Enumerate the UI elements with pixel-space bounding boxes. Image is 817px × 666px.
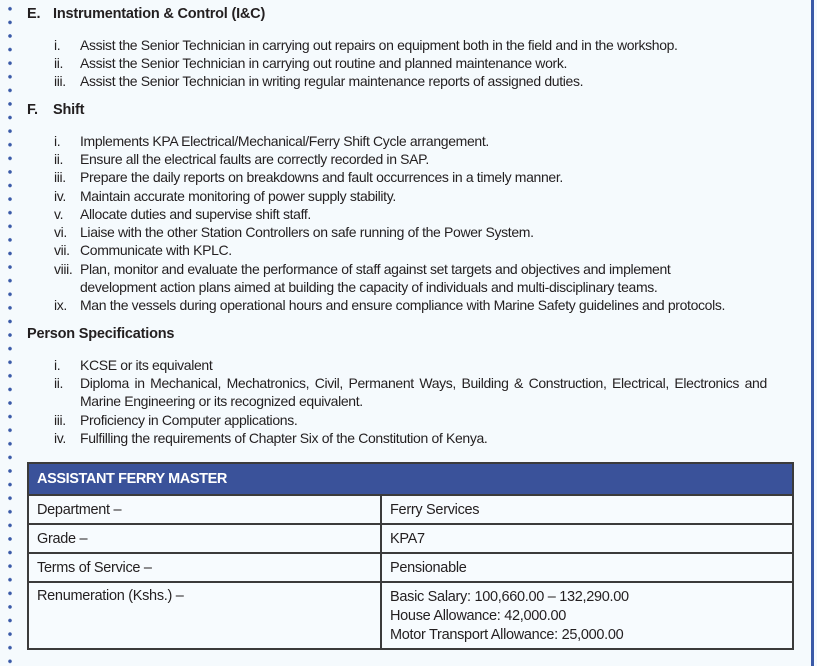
item-number: iv. — [54, 188, 66, 204]
item-number: ix. — [54, 297, 67, 313]
row-label: Renumeration (Kshs.) – — [28, 582, 381, 649]
item-number: ii. — [54, 375, 64, 391]
table-row — [28, 582, 793, 649]
section-e-heading — [27, 6, 265, 22]
item-text: Fulfilling the requirements of Chapter Six of the Constitution of Kenya. — [80, 430, 488, 446]
section-letter: F. — [27, 102, 38, 118]
item-text: Assist the Senior Technician in carrying out repairs on equipment both in the field and in the workshop. — [80, 37, 678, 53]
section-title: Shift — [53, 102, 85, 118]
row-value: Ferry Services — [381, 495, 793, 524]
row-label: Department – — [28, 495, 381, 524]
basic-salary: Basic Salary: 100,660.00 – 132,290.00 — [390, 589, 629, 605]
item-number: iii. — [54, 73, 66, 89]
house-allowance: House Allowance: 42,000.00 — [390, 608, 566, 624]
table-row — [28, 495, 793, 524]
item-text: Liaise with the other Station Controllers on safe running of the Power System. — [80, 224, 534, 240]
row-label: Grade – — [28, 524, 381, 553]
item-text: Proficiency in Computer applications. — [80, 412, 298, 428]
item-text: Plan, monitor and evaluate the performance of staff against set targets and objectives and implement — [80, 261, 671, 277]
item-number: vii. — [54, 242, 70, 258]
item-text: Assist the Senior Technician in carrying out routine and planned maintenance work. — [80, 55, 568, 71]
job-details-table — [27, 462, 794, 650]
table-row — [28, 553, 793, 582]
row-value — [381, 582, 793, 649]
item-text-continued: development action plans aimed at building the capacity of individuals and multi-disciplinary teams. — [80, 279, 658, 295]
item-number: i. — [54, 37, 61, 53]
motor-transport-allowance: Motor Transport Allowance: 25,000.00 — [390, 627, 624, 643]
item-number: iii. — [54, 412, 66, 428]
item-text: Man the vessels during operational hours and ensure compliance with Marine Safety guidelines and protocols. — [80, 297, 726, 313]
item-text: Assist the Senior Technician in writing regular maintenance reports of assigned duties. — [80, 73, 584, 89]
item-text: Communicate with KPLC. — [80, 242, 232, 258]
table-header-row — [28, 463, 793, 495]
item-number: iii. — [54, 169, 66, 185]
item-number: iv. — [54, 430, 66, 446]
row-value: KPA7 — [381, 524, 793, 553]
item-text: Ensure all the electrical faults are correctly recorded in SAP. — [80, 151, 429, 167]
item-number: i. — [54, 357, 61, 373]
item-number: ii. — [54, 151, 64, 167]
item-number: v. — [54, 206, 64, 222]
person-specifications-heading: Person Specifications — [27, 326, 175, 342]
section-title: Instrumentation & Control (I&C) — [53, 6, 266, 22]
item-text-continued: Marine Engineering or its recognized equivalent. — [80, 393, 363, 409]
item-text: Diploma in Mechanical, Mechatronics, Civil, Permanent Ways, Building & Construction, Electrical, Electronics and — [80, 375, 767, 391]
item-text: KCSE or its equivalent — [80, 357, 213, 373]
item-text: Implements KPA Electrical/Mechanical/Ferry Shift Cycle arrangement. — [80, 133, 489, 149]
row-value: Pensionable — [381, 553, 793, 582]
item-text: Prepare the daily reports on breakdowns and fault occurrences in a timely manner. — [80, 169, 563, 185]
item-text: Allocate duties and supervise shift staff. — [80, 206, 311, 222]
section-f-heading — [27, 102, 84, 118]
table-row — [28, 524, 793, 553]
row-label: Terms of Service – — [28, 553, 381, 582]
section-letter: E. — [27, 6, 41, 22]
item-number: vi. — [54, 224, 67, 240]
item-number: ii. — [54, 55, 64, 71]
item-text: Maintain accurate monitoring of power supply stability. — [80, 188, 396, 204]
item-number: viii. — [54, 261, 73, 277]
job-title: ASSISTANT FERRY MASTER — [28, 463, 793, 495]
item-number: i. — [54, 133, 61, 149]
